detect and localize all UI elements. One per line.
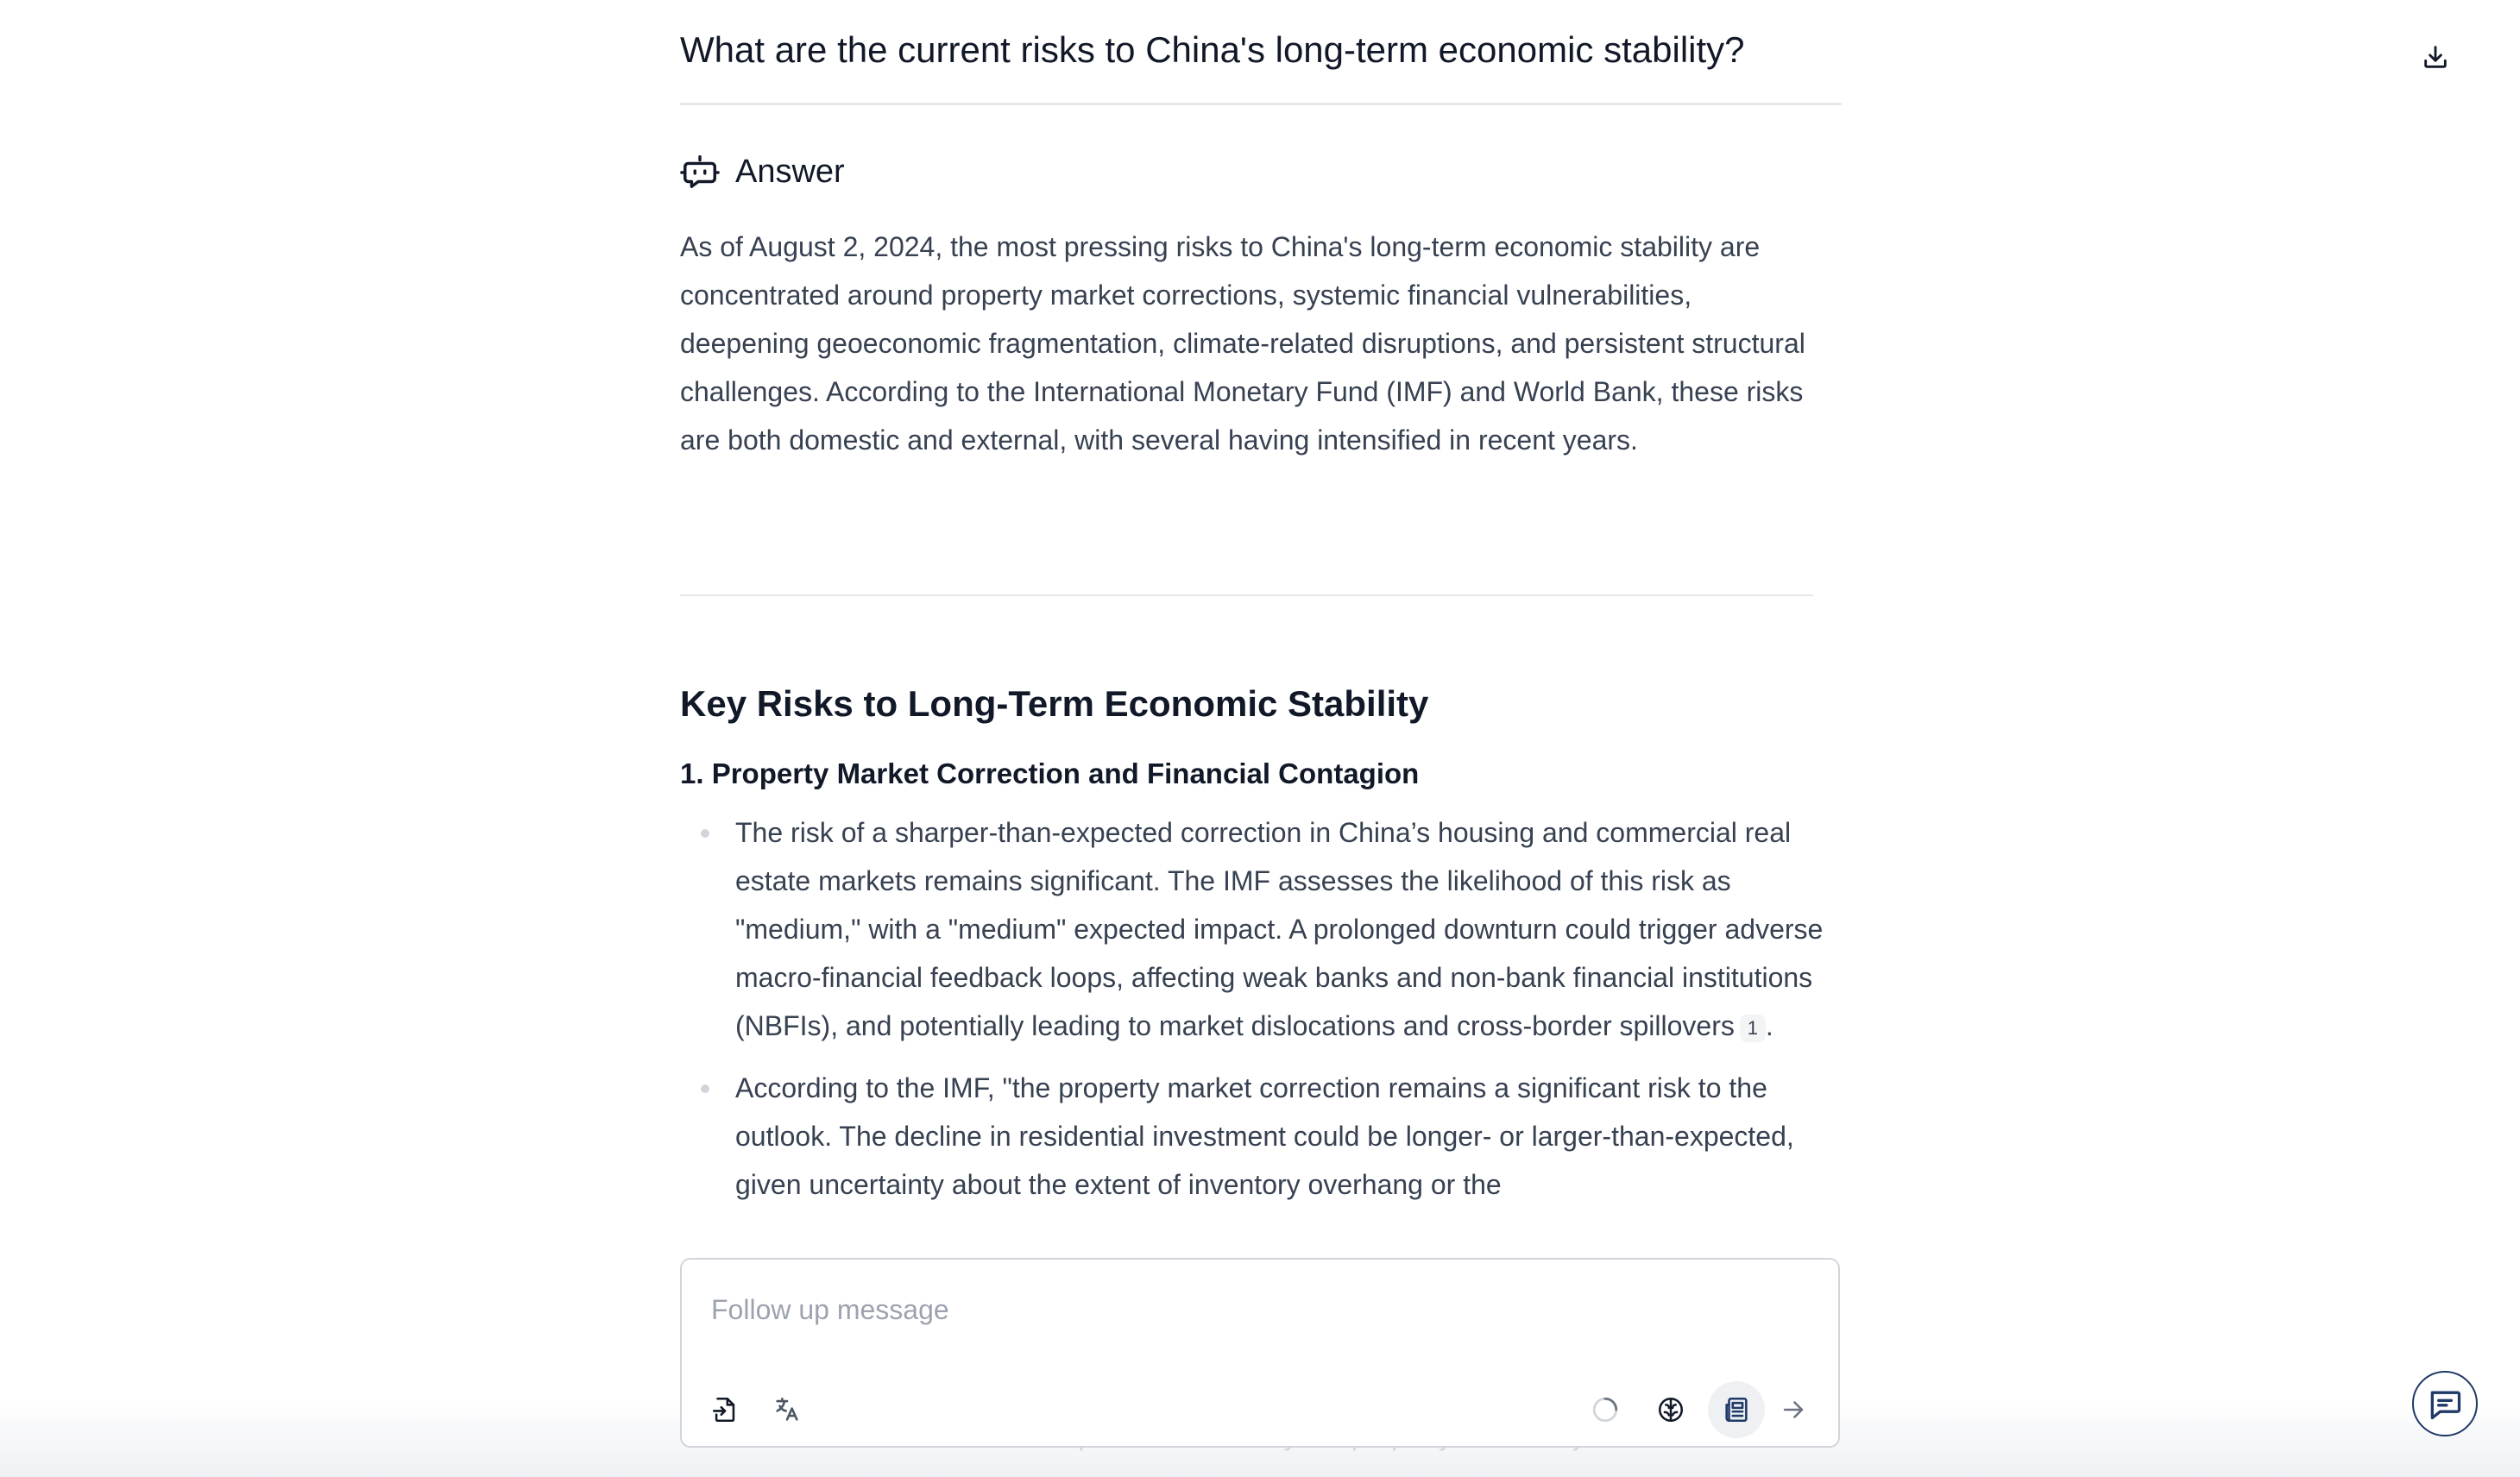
question-divider [680, 103, 1842, 105]
send-button[interactable] [1771, 1387, 1816, 1432]
brain-icon [1656, 1395, 1685, 1424]
bullet-list [680, 808, 1842, 1222]
answer-header [680, 150, 845, 193]
chat-bubble-icon [2426, 1385, 2464, 1423]
news-sources-toggle[interactable] [1708, 1381, 1765, 1438]
subsection-title: 1. Property Market Correction and Financial Contagion [680, 757, 1420, 789]
question-title: What are the current risks to China's long-term economic stability? [680, 29, 1745, 70]
follow-up-composer [680, 1258, 1840, 1448]
answer-label: Answer [735, 153, 845, 190]
bullet-dot [701, 829, 709, 838]
arrow-right-icon [1779, 1395, 1808, 1424]
bullet-dot [701, 1084, 709, 1093]
file-import-icon [710, 1395, 740, 1424]
newspaper-icon [1722, 1395, 1751, 1424]
follow-up-input[interactable] [709, 1279, 1800, 1341]
bullet-end: . [1765, 1010, 1773, 1041]
loading-spinner-icon [1591, 1395, 1620, 1424]
bullet-text: According to the IMF, "the property market correction remains a significant risk to the outlook. The decline in residential investment could be longer- or larger-than-expected, given uncertainty about the extent of inventory overhang or the [735, 1072, 1794, 1200]
list-item [680, 808, 1842, 1050]
chat-button[interactable] [2412, 1371, 2478, 1436]
attach-file-button[interactable] [702, 1387, 747, 1432]
bullet-text: The risk of a sharper-than-expected correction in China’s housing and commercial real estate markets remains significant. The IMF assesses the likelihood of this risk as "medium," with a "medium" expected impact. A prolonged downturn could trigger adverse macro-financial feedback loops, affecting weak banks and non-bank financial institutions (NBFIs), and potentially leading to market dislocations and cross-border spillovers [735, 817, 1824, 1041]
translate-button[interactable] [765, 1387, 810, 1432]
reasoning-toggle[interactable] [1648, 1387, 1693, 1432]
section-divider [680, 594, 1813, 596]
translate-icon [772, 1395, 802, 1424]
download-button[interactable] [2416, 38, 2454, 76]
answer-summary: As of August 2, 2024, the most pressing risks to China's long-term economic stability are concentrated around property market corrections, systemic financial vulnerabilities, deepening geoeconomic fragmentation, climate-related disruptions, and persistent structural challenges. According to the International Monetary Fund (IMF) and World Bank, these risks are both domestic and external, with several having intensified in recent years. [680, 231, 1805, 456]
citation-badge[interactable]: 1 [1740, 1015, 1766, 1042]
list-item [680, 1064, 1842, 1209]
loading-indicator [1583, 1387, 1628, 1432]
download-icon [2421, 42, 2450, 72]
section-title: Key Risks to Long-Term Economic Stability [680, 683, 1429, 724]
bot-message-icon [680, 152, 720, 192]
